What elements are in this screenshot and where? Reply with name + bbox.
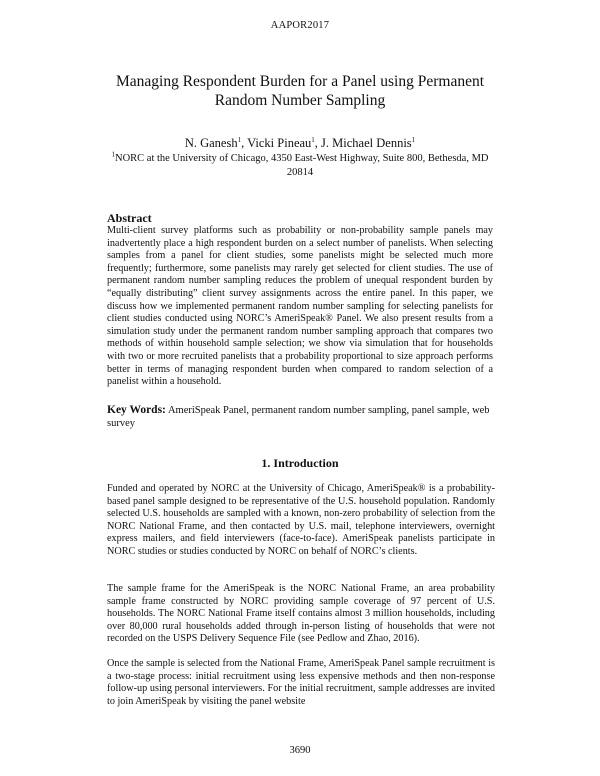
abstract-body: Multi-client survey platforms such as probability or non-probability sample panels may inadvertently place a high respondent burden on a select number of panelists. When selecting samples from a panel for client studies, some panelists might be selected much more frequently; furthermore, some panelists may rarely get selected for client studies. The use of permanent random number sampling reduces the problem of unequal respondent burden by “equally distributing” client survey assignments across the entire panel. In this paper, we discuss how we implemented permanent random number sampling for selecting panelists for client studies conducted using NORC’s AmeriSpeak® Panel. We also present results from a simulation study under the permanent random number sampling approach that compares two methods of within household sample selection; we show via simulation that for households with two or more recruited panelists that a probability proportional to size approach performs better in terms of managing respondent burden when compared to random selection of a panelist within a household. <box>107 225 493 388</box>
author-affil-marker: 1 <box>237 135 242 144</box>
author-name: J. Michael Dennis <box>321 136 412 150</box>
author-affil-marker: 1 <box>411 135 416 144</box>
author-name: N. Ganesh <box>184 136 238 150</box>
author-affil-marker: 1 <box>311 135 315 144</box>
author-affiliation <box>110 152 490 179</box>
running-header: AAPOR2017 <box>270 20 330 31</box>
author-name: Vicki Pineau <box>247 136 312 150</box>
section-heading-introduction: 1. Introduction <box>261 456 339 470</box>
author-separator: , <box>241 136 248 150</box>
page-number: 3690 <box>289 745 311 756</box>
abstract-heading: Abstract <box>107 211 152 225</box>
author-list <box>0 136 600 151</box>
affiliation-marker: 1 <box>111 150 115 159</box>
keywords-text: AmeriSpeak Panel, permanent random number sampling, panel sample, web survey <box>107 405 490 429</box>
intro-paragraph: Funded and operated by NORC at the University of Chicago, AmeriSpeak® is a probability-based panel sample designed to be representative of the U.S. household population. Randomly selected U.S. households are sampled with a known, non-zero probability of selection from the NORC National Frame, and then contacted by U.S. mail, telephone interviewers, overnight express mailers, and field interviewers (face-to-face). AmeriSpeak panelists participate in NORC studies or studies conducted by NORC on behalf of NORC’s clients. <box>107 483 495 557</box>
paper-title: Managing Respondent Burden for a Panel using Permanent Random Number Sampling <box>115 73 485 109</box>
keywords <box>107 404 493 430</box>
affiliation-text: NORC at the University of Chicago, 4350 East-West Highway, Suite 800, Bethesda, MD 20814 <box>114 153 489 178</box>
author-separator: , <box>314 136 322 150</box>
keywords-label: Key Words: <box>107 404 166 416</box>
intro-paragraph: The sample frame for the AmeriSpeak is the NORC National Frame, an area probability sample frame constructed by NORC providing sample coverage of 97 percent of U.S. households. The NORC National Frame itself contains almost 3 million households, including over 80,000 rural households added through in-person listing of households that were not recorded on the USPS Delivery Sequence File (see Pedlow and Zhao, 2016). <box>107 583 495 645</box>
intro-paragraph: Once the sample is selected from the National Frame, AmeriSpeak Panel sample recruitment is a two-stage process: initial recruitment using less expensive methods and then non-response follow-up using personal interviewers. For the initial recruitment, sample addresses are invited to join AmeriSpeak by visiting the panel website <box>107 658 495 707</box>
